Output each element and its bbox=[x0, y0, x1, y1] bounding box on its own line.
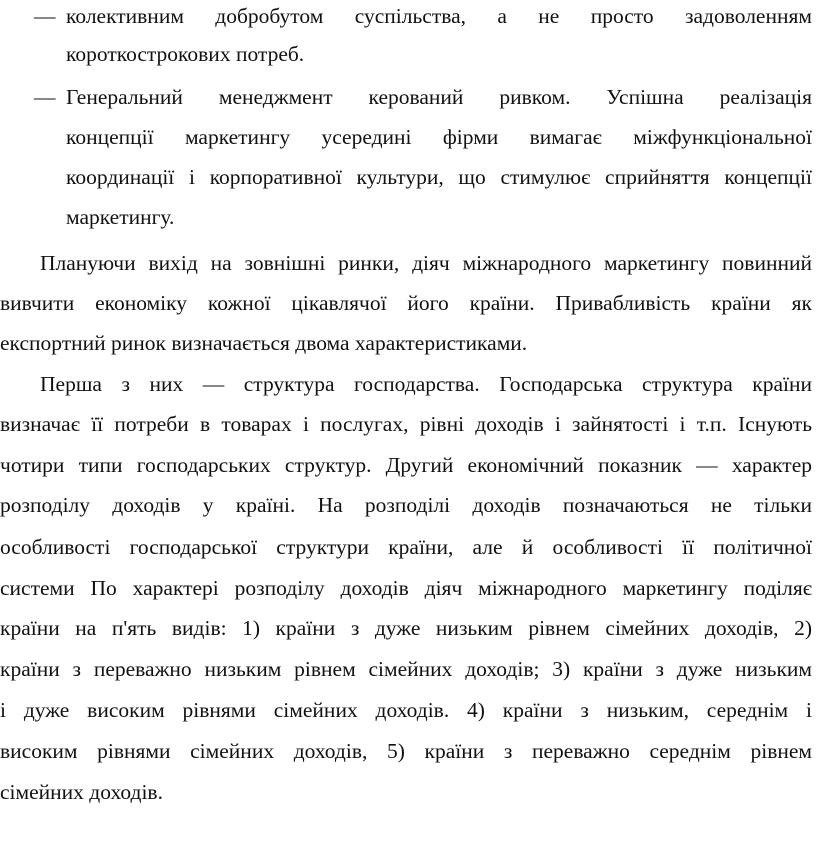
text-line: експортний ринок визначається двома характеристиками. bbox=[0, 331, 528, 355]
text-line: колективним добробутом суспільства, а не просто задоволенням bbox=[66, 4, 812, 28]
text-line: системи По характері розподілу доходів діяч міжнародного маркетингу поділяє bbox=[0, 576, 812, 600]
text-line: чотири типи господарських структур. Другий економічний показник — характер bbox=[0, 453, 812, 477]
text-line: визначає її потреби в товарах і послугах, рівні доходів і зайнятості і т.п. Існують bbox=[0, 412, 812, 436]
text-line: країни на п'ять видів: 1) країни з дуже низьким рівнем сімейних доходів, 2) bbox=[0, 616, 812, 640]
text-line: координації і корпоративної культури, що стимулює сприйняття концепції bbox=[66, 165, 812, 189]
text-line: високим рівнями сімейних доходів, 5) країни з переважно середнім рівнем bbox=[0, 739, 812, 763]
bullet-marker: — bbox=[34, 4, 56, 28]
text-line: сімейних доходів. bbox=[0, 780, 163, 804]
text-line: розподілу доходів у країні. На розподілі доходів позначаються не тільки bbox=[0, 493, 812, 517]
text-line: Перша з них — структура господарства. Господарська структура країни bbox=[40, 372, 812, 396]
text-line: короткострокових потреб. bbox=[66, 42, 305, 66]
text-line: Плануючи вихід на зовнішні ринки, діяч міжнародного маркетингу повинний bbox=[40, 251, 812, 275]
bullet-marker: — bbox=[34, 85, 56, 109]
text-line: країни з переважно низьким рівнем сімейних доходів; 3) країни з дуже низьким bbox=[0, 657, 812, 681]
text-line: концепції маркетингу усередині фірми вимагає міжфункціональної bbox=[66, 125, 812, 149]
text-line: маркетингу. bbox=[66, 205, 175, 229]
text-line: Генеральний менеджмент керований ривком. Успішна реалізація bbox=[66, 85, 812, 109]
text-line: особливості господарської структури країни, але й особливості її політичної bbox=[0, 535, 812, 559]
text-line: вивчити економіку кожної цікавлячої його країни. Привабливість країни як bbox=[0, 291, 812, 315]
text-line: і дуже високим рівнями сімейних доходів. 4) країни з низьким, середнім і bbox=[0, 698, 812, 722]
